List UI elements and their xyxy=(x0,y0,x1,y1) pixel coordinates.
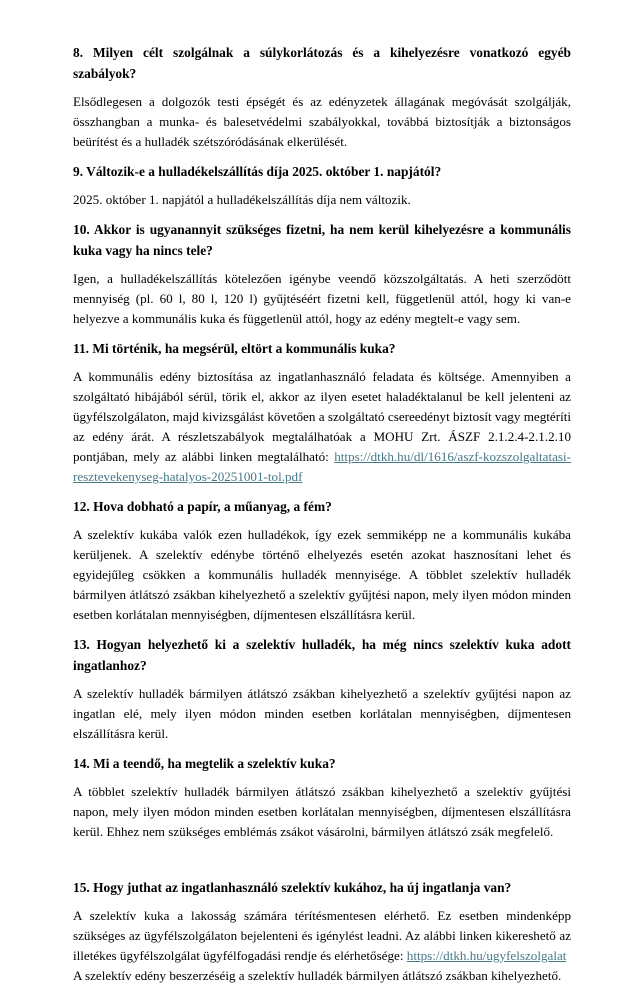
faq-section-14 xyxy=(73,753,571,842)
question-heading: 13. Hogyan helyezhető ki a szelektív hulladék, ha még nincs szelektív kuka adott ingatlanhoz? xyxy=(73,637,571,673)
faq-section-11 xyxy=(73,338,571,487)
answer-paragraph: Igen, a hulladékelszállítás kötelezően igénybe veendő közszolgáltatás. A heti szerződött mennyiség (pl. 60 l, 80 l, 120 l) gyűjtéséért fizetni kell, függetlenül attól, hogy ki van-e helyezve a kommunális kuka és függetlenül attól, hogy az edény megtelt-e vagy sem. xyxy=(73,271,571,326)
answer-paragraph: A szelektív hulladék bármilyen átlátszó zsákban kihelyezhető a szelektív gyűjtési napon az ingatlan elé, mely ilyen módon minden esetben korlátalan mennyiségben, díjmentesen elszállításra kerül. xyxy=(73,686,571,741)
question-heading: 12. Hova dobható a papír, a műanyag, a fém? xyxy=(73,499,332,514)
faq-section-9 xyxy=(73,161,571,210)
question-heading: 10. Akkor is ugyanannyit szükséges fizetni, ha nem kerül kihelyezésre a kommunális kuka vagy ha nincs tele? xyxy=(73,222,571,258)
answer-paragraph: 2025. október 1. napjától a hulladékelszállítás díja nem változik. xyxy=(73,192,411,207)
faq-section-13 xyxy=(73,634,571,744)
faq-section-10 xyxy=(73,219,571,329)
answer-text: A szelektív kuka a lakosság számára térítésmentesen elérhető. Ez esetben mindenképp szükséges az ügyfélszolgálaton bejelenteni és igénylést leadni. Az alábbi linken kikereshető az illetékes ügyfélszolgálat ügyfélfogadási rendje és elérhetősége: xyxy=(73,908,571,963)
faq-section-15 xyxy=(73,877,571,986)
customer-service-link[interactable]: https://dtkh.hu/ugyfelszolgalat xyxy=(406,948,567,963)
question-heading: 15. Hogy juthat az ingatlanhasználó szelektív kukához, ha új ingatlanja van? xyxy=(73,880,512,895)
answer-text-continued: A szelektív edény beszerzéséig a szelektív hulladék bármilyen átlátszó zsákban kihelyezhető. xyxy=(73,968,562,983)
answer-paragraph: A többlet szelektív hulladék bármilyen átlátszó zsákban kihelyezhető a szelektív gyűjtési napon, mely ilyen módon minden esetben korlátalan mennyiségben, díjmentesen elszállításra kerül. Ehhez nem szükséges emblémás zsákot vásárolni, bármilyen átlátszó zsák megfelelő. xyxy=(73,784,571,839)
answer-text: A kommunális edény biztosítása az ingatlanhasználó feladata és költsége. Amennyiben a szolgáltató hibájából sérül, törik el, akkor az ilyen esetet haladéktalanul be kell jelenteni az ügyfélszolgálaton, majd kivizsgálást követően a szolgáltató csereedényt biztosít vagy megtéríti az edény árát. A részletszabályok megtalálhatóak a MOHU Zrt. ÁSZF 2.1.2.4-2.1.2.10 pontjában, mely az alábbi linken megtalálható: xyxy=(73,369,571,464)
faq-section-8 xyxy=(73,42,571,152)
aszf-pdf-link[interactable]: https://dtkh.hu/dl/1616/aszf-kozszolgaltatasi-resztevekenyseg-hatalyos-20251001-tol.pdf xyxy=(73,449,571,484)
faq-section-12 xyxy=(73,496,571,625)
answer-paragraph: Elsődlegesen a dolgozók testi épségét és az edényzetek állagának megóvását szolgálják, összhangban a munka- és balesetvédelmi szabályokkal, továbbá biztosítják a biztonságos beürítést és a hulladék szétszóródásának elkerülését. xyxy=(73,94,571,149)
answer-paragraph: A szelektív kukába valók ezen hulladékok, így ezek semmiképp ne a kommunális kukába kerüljenek. A szelektív edénybe történő elhelyezés esetén azokat hasznosítani lehet és egyidejűleg csökken a kommunális hulladék mennyisége. A többlet szelektív hulladék bármilyen átlátszó zsákban kihelyezhető a szelektív gyűjtési napon, mely ilyen módon minden esetben korlátalan mennyiségben, díjmentesen elszállításra kerül. xyxy=(73,527,571,622)
answer-paragraph xyxy=(73,906,571,986)
question-heading: 8. Milyen célt szolgálnak a súlykorlátozás és a kihelyezésre vonatkozó egyéb szabályok? xyxy=(73,45,571,81)
question-heading: 14. Mi a teendő, ha megtelik a szelektív kuka? xyxy=(73,756,336,771)
answer-paragraph xyxy=(73,367,571,487)
blank-line xyxy=(73,851,571,877)
question-heading: 9. Változik-e a hulladékelszállítás díja 2025. október 1. napjától? xyxy=(73,164,442,179)
question-heading: 11. Mi történik, ha megsérül, eltört a kommunális kuka? xyxy=(73,341,396,356)
